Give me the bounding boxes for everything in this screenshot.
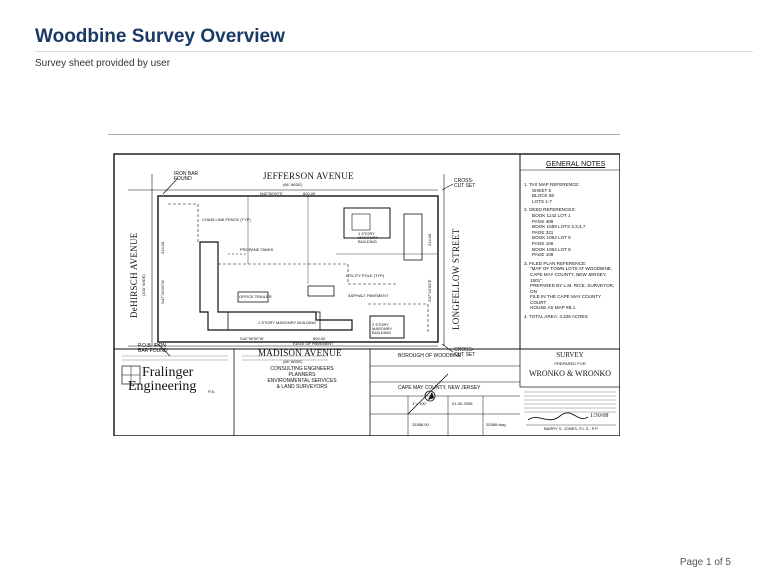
note-line: BLOCK 68 [532,193,554,199]
note-line: PAGE 109 [532,252,554,258]
street-west-width: (100' WIDE) [141,274,146,296]
drawing-file: 25388.dwg [486,422,506,427]
street-south-width: (66' WIDE) [283,359,303,364]
building-2-label: 2 STORY MASONRY BUILDING [372,322,393,335]
edge-of-pavement: EDGE OF PAVEMENT [293,341,334,346]
distance-west: 314.00 [160,241,165,254]
scale: 1"= 100' [412,401,427,406]
note-line: CAPE MAY COUNTY, NEW JERSEY, 1901", [530,271,607,283]
county: CAPE MAY COUNTY, NEW JERSEY [398,385,481,391]
note-line: 3. FILED PLAN REFERENCE: [524,260,587,266]
distance-bottom: 600.00 [313,336,326,341]
crosscut-bottom-label: CROSS-CUT SET [454,347,476,358]
firm-name-line-1: Fralinger [142,365,194,380]
survey-sheet [108,134,620,436]
firm-suffix: P.A. [208,389,216,394]
bearing-west: N47°10'00"W [160,280,165,304]
date: 01-30-2008 [452,401,473,406]
note-line: PREPARED BY L.M. RICE, SURVEYOR, ON [530,283,615,294]
distance-east: 314.00 [427,233,432,246]
street-east: LONGFELLOW STREET [451,228,461,330]
iron-bar-bottom-label: P.O.B. IRON BAR FOUND [138,343,168,354]
chain-link-label: CHAIN LINK FENCE (TYP) [202,217,251,222]
page-subtitle: Survey sheet provided by user [35,58,171,69]
iron-bar-top-label: IRON BAR FOUND [174,171,199,182]
note-line: BOOK 1064 LOT 6 [532,246,571,252]
signature-date: 1/30/08 [590,413,609,419]
street-north: JEFFERSON AVENUE [263,171,354,181]
client-name: WRONKO & WRONKO [528,369,612,378]
general-notes-list [524,182,618,320]
note-line: BOOK 1064 LOT 5 [532,235,571,241]
utility-pole-label: UTILITY POLE (TYP) [346,273,385,278]
note-line: "MAP OF TOWN LOTS AT WOODBINE, [530,266,613,272]
note-line: 4. TOTAL AREA: 4.325 ACRES [524,314,588,320]
general-notes-title: GENERAL NOTES [546,161,606,168]
building-1-label: 1 STORY MASONRY BUILDING [258,320,317,325]
note-line: BOOK 1142 LOT 1 [532,212,571,218]
firm-service-line: PLANNERS [288,372,316,378]
firm-service-line: & LAND SURVEYORS [276,384,328,390]
street-south: MADISON AVENUE [258,348,342,358]
note-line: BOOK 1559 LOTS 2,3,4,7 [532,224,586,230]
surveyor-name: BARRY S. JONES, P.L.S., P.P. [544,426,599,431]
firm-services [234,366,370,390]
bearing-top: N42°50'00"E [260,191,283,196]
page-title: Woodbine Survey Overview [35,26,285,47]
street-west: DeHIRSCH AVENUE [129,232,139,318]
building-3-label: 1 STORY MASONRY BUILDING [358,231,379,244]
note-line: HOUSE AS MAP #B.1. [530,305,577,311]
street-north-width: (66' WIDE) [283,182,303,187]
municipality: BOROUGH OF WOODBINE [398,353,462,359]
header-divider [35,51,753,52]
note-line: PAGE 106 [532,240,554,246]
note-line: 1. TAX MAP REFERENCE: [524,182,580,187]
note-line: PAGE 489 [532,218,554,224]
crosscut-top-label: CROSS-CUT SET [454,178,476,189]
note-line: PAGE 321 [532,229,554,235]
firm-name-line-2: Engineering [128,379,197,394]
prepared-for-label: PREPARED FOR [554,361,586,366]
distance-top: 600.00 [303,191,316,196]
note-line: SHEET 5 [532,187,552,193]
asphalt-label: ASPHALT PAVEMENT [348,293,389,298]
page-indicator: Page 1 of 5 [679,557,731,568]
firm-service-line: ENVIRONMENTAL SERVICES [267,378,337,384]
firm-service-line: CONSULTING ENGINEERS [270,366,334,372]
note-line: LOTS 1-7 [532,198,552,204]
note-line: FILE IN THE CAPE MAY COUNTY COURT [530,294,602,305]
survey-label: SURVEY [556,351,584,359]
note-line: 2. DEED REFERENCES: [524,207,576,213]
office-trailer-label: OFFICE TRAILER [239,294,272,299]
propane-label: PROPANE TANKS [240,247,274,252]
job-number: 25388.00 [412,422,429,427]
bearing-east: S47°10'00"E [427,279,432,302]
bearing-bottom: S42°50'00"W [240,336,264,341]
